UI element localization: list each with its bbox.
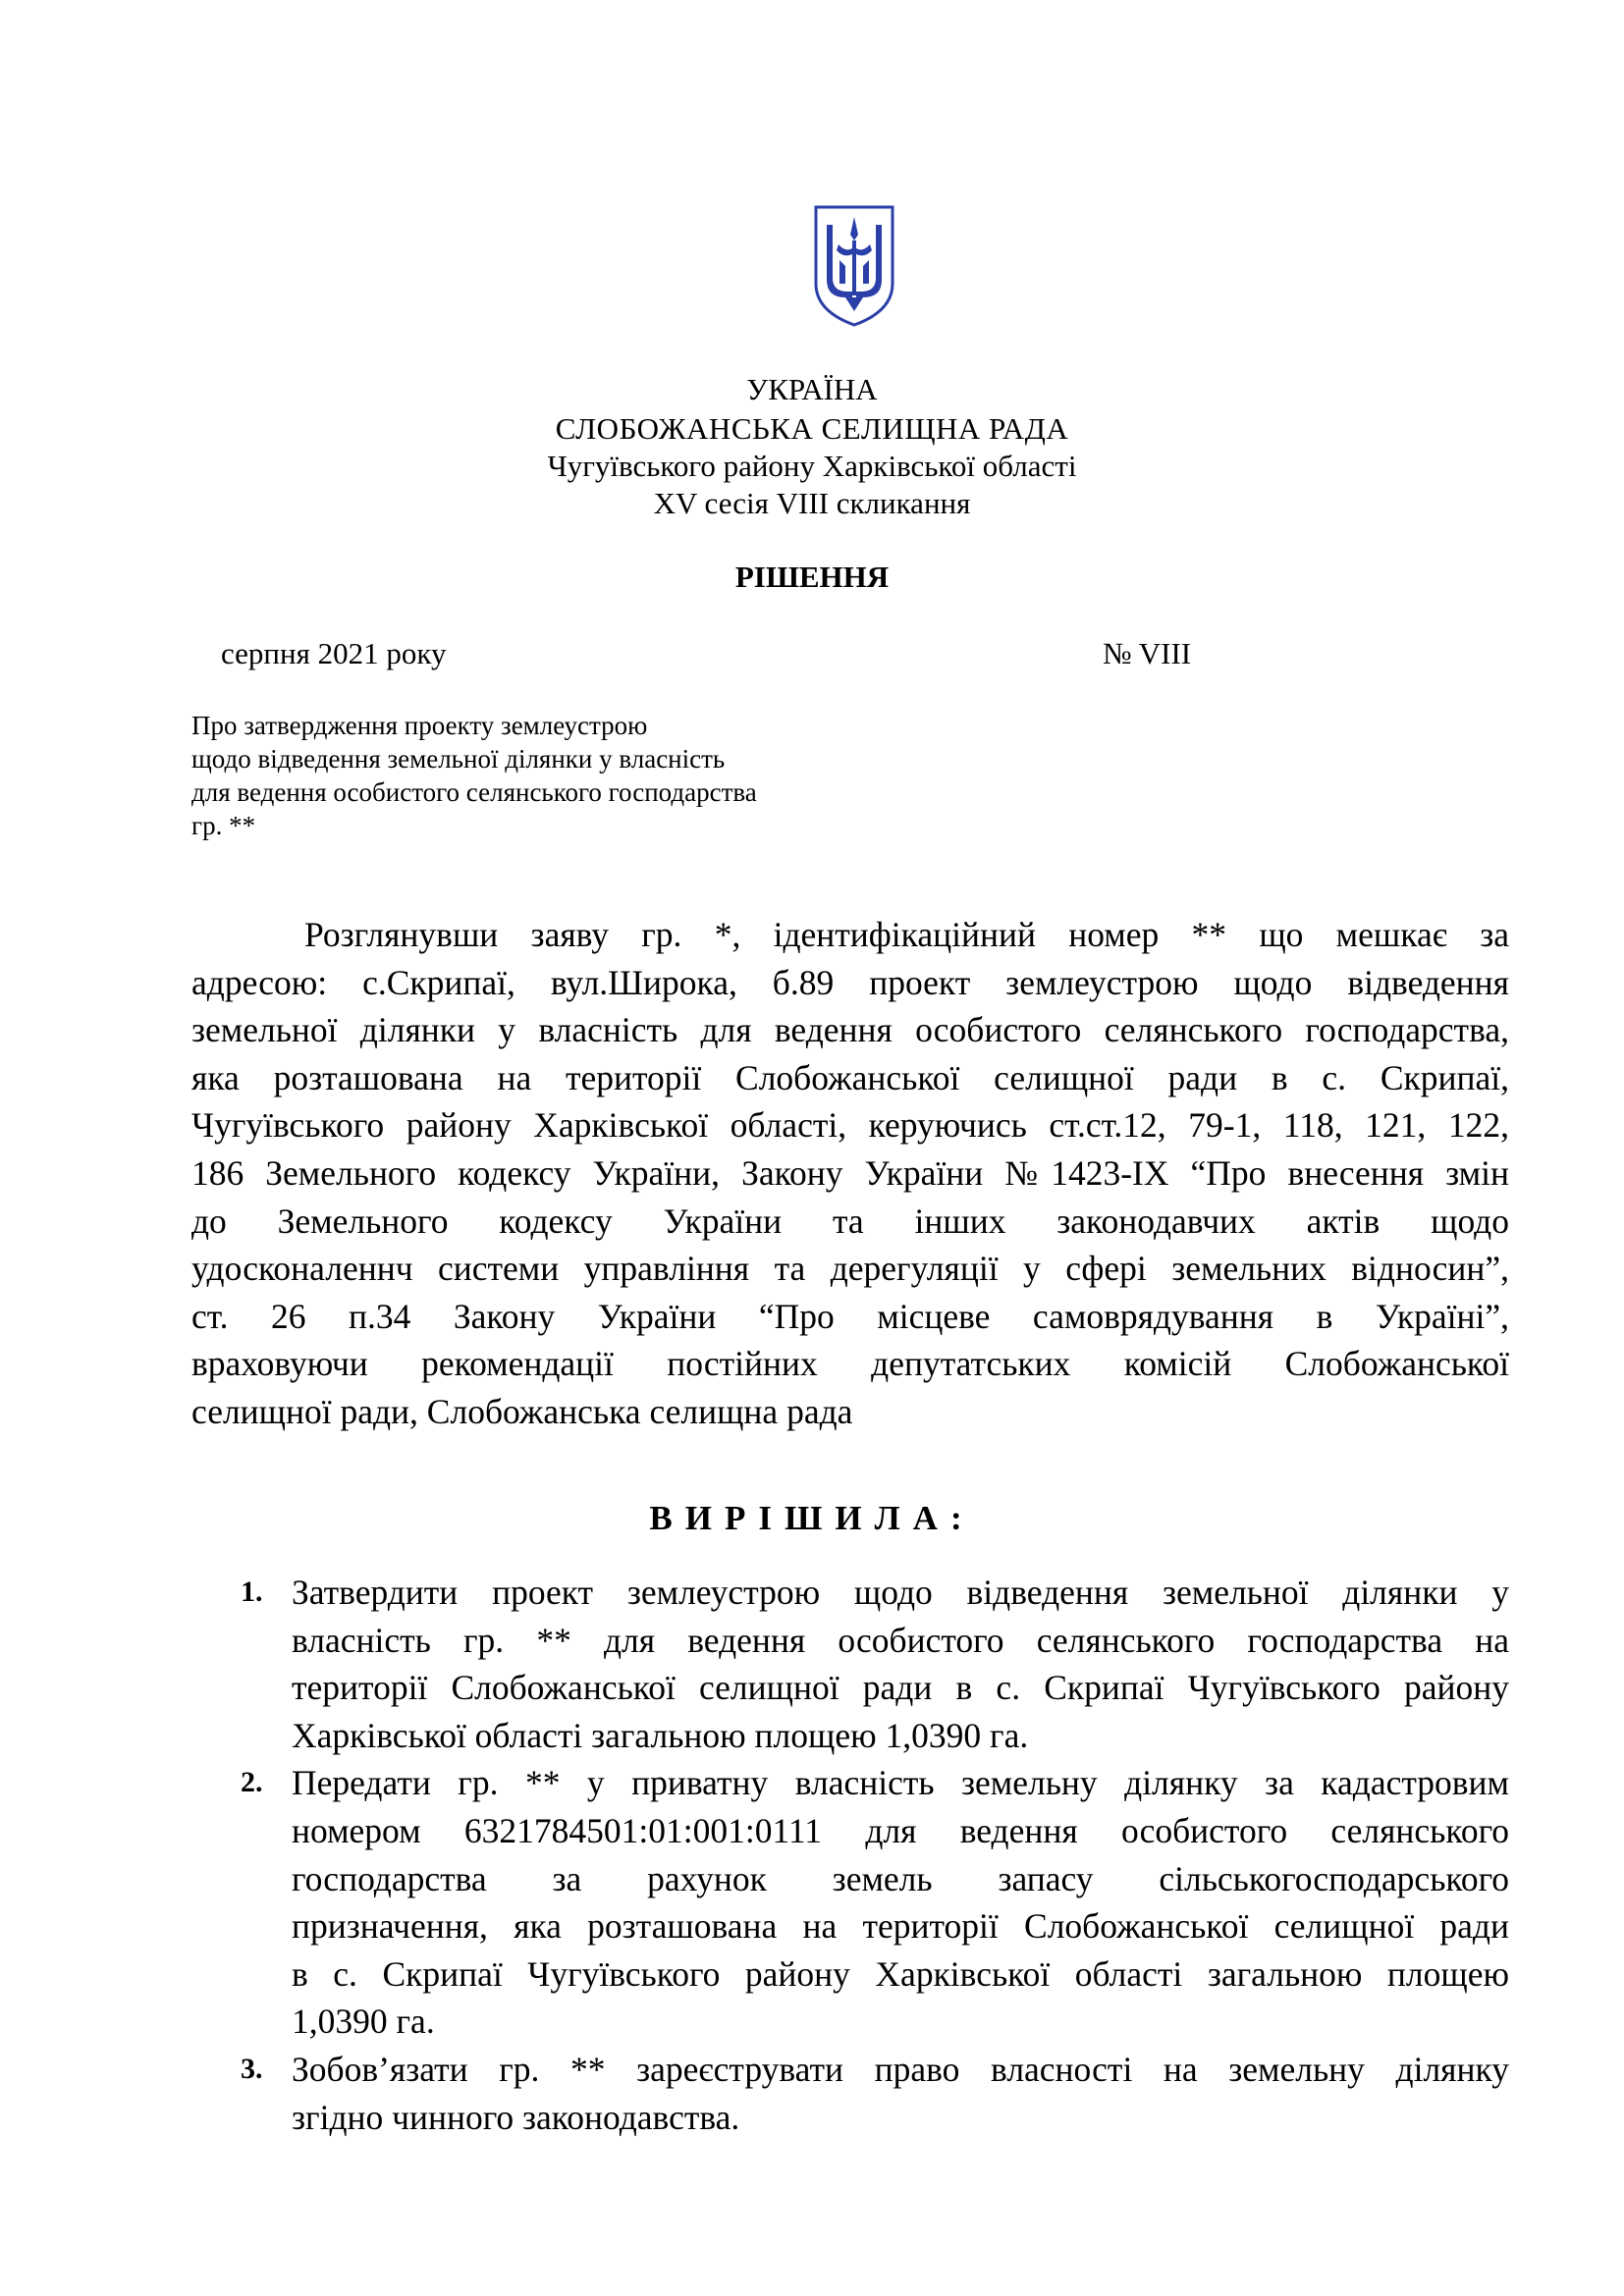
subject-line: для ведення особистого селянського господарства — [191, 777, 757, 807]
document-date: серпня 2021 року — [221, 636, 447, 670]
item-line: номером 6321784501:01:001:0111 для ведення особистого селянського — [292, 1810, 1509, 1850]
item-number: 1. — [241, 1575, 263, 1608]
item-line: призначення, яка розташована на території Слобожанської селищної ради — [292, 1906, 1509, 1947]
item-number: 3. — [241, 2052, 263, 2085]
preamble-paragraph — [191, 911, 1509, 1436]
item-line: території Слобожанської селищної ради в с. Скрипаї Чугуївського району — [292, 1668, 1509, 1708]
item-line: Передати гр. ** у приватну власність земельну ділянку за кадастровим — [292, 1763, 1509, 1803]
subject-line: щодо відведення земельної ділянки у власність — [191, 744, 726, 774]
preamble-line: ст. 26 п.34 Закону України “Про місцеве самоврядування в Україні”, — [191, 1296, 1509, 1336]
decision-item — [241, 2046, 1509, 2141]
preamble-line: удосконаленнч системи управління та дерегуляції у сфері земельних відносин”, — [191, 1249, 1509, 1289]
document-title: РІШЕННЯ — [734, 560, 890, 594]
decision-item — [241, 1759, 1509, 2046]
item-line: згідно чинного законодавства. — [292, 2097, 740, 2137]
item-line: Харківської області загальною площею 1,0390 га. — [292, 1715, 1029, 1755]
preamble-line: до Земельного кодексу України та інших законодавчих актів щодо — [191, 1201, 1509, 1241]
preamble-line: 186 Земельного кодексу України, Закону України №1423-IX “Про внесення змін — [191, 1152, 1509, 1193]
header-session: XV сесія VIII скликання — [653, 486, 971, 520]
item-line: власність гр. ** для ведення особистого селянського господарства на — [292, 1620, 1509, 1660]
item-line: Зобов’язати гр. ** зареєструвати право власності на земельну ділянку — [292, 2049, 1509, 2089]
preamble-line: селищної ради, Слобожанська селищна рада — [191, 1391, 853, 1431]
preamble-line: Чугуївського району Харківської області, керуючись ст.ст.12, 79-1, 118, 121, 122, — [191, 1105, 1509, 1146]
decision-item — [241, 1569, 1509, 1759]
decided-heading: ВИРІШИЛА: — [649, 1499, 975, 1537]
preamble-line: адресою: с.Скрипаї, вул.Широка, б.89 проект землеустрою щодо відведення — [191, 962, 1509, 1002]
item-line: в с. Скрипаї Чугуївського району Харківської області загальною площею — [292, 1953, 1509, 1994]
item-line: господарства за рахунок земель запасу сільськогосподарського — [292, 1858, 1509, 1898]
preamble-line: Розглянувши заяву гр. *, ідентифікаційний номер ** що мешкає за — [304, 915, 1509, 954]
preamble-line: земельної ділянки у власність для ведення особистого селянського господарства, — [191, 1010, 1509, 1050]
subject-line: Про затвердження проекту землеустрою — [191, 711, 648, 740]
header-district: Чугуївського району Харківської області — [547, 449, 1077, 483]
preamble-line: враховуючи рекомендації постійних депутатських комісій Слобожанської — [191, 1344, 1509, 1384]
item-line: Затвердити проект землеустрою щодо відведення земельної ділянки у — [292, 1573, 1509, 1612]
decision-items — [241, 1569, 1509, 2141]
item-line: 1,0390 га. — [292, 2002, 435, 2042]
document-subject — [191, 709, 757, 842]
preamble-line: яка розташована на території Слобожанської селищної ради в с. Скрипаї, — [191, 1057, 1509, 1097]
item-number: 2. — [241, 1766, 263, 1799]
header-council: СЛОБОЖАНСЬКА СЕЛИЩНА РАДА — [555, 411, 1069, 446]
header-country: УКРАЇНА — [746, 372, 878, 406]
document-number: № VIII — [1103, 636, 1192, 670]
coat-of-arms-trident-icon — [810, 201, 898, 329]
subject-line: гр. ** — [191, 811, 256, 840]
